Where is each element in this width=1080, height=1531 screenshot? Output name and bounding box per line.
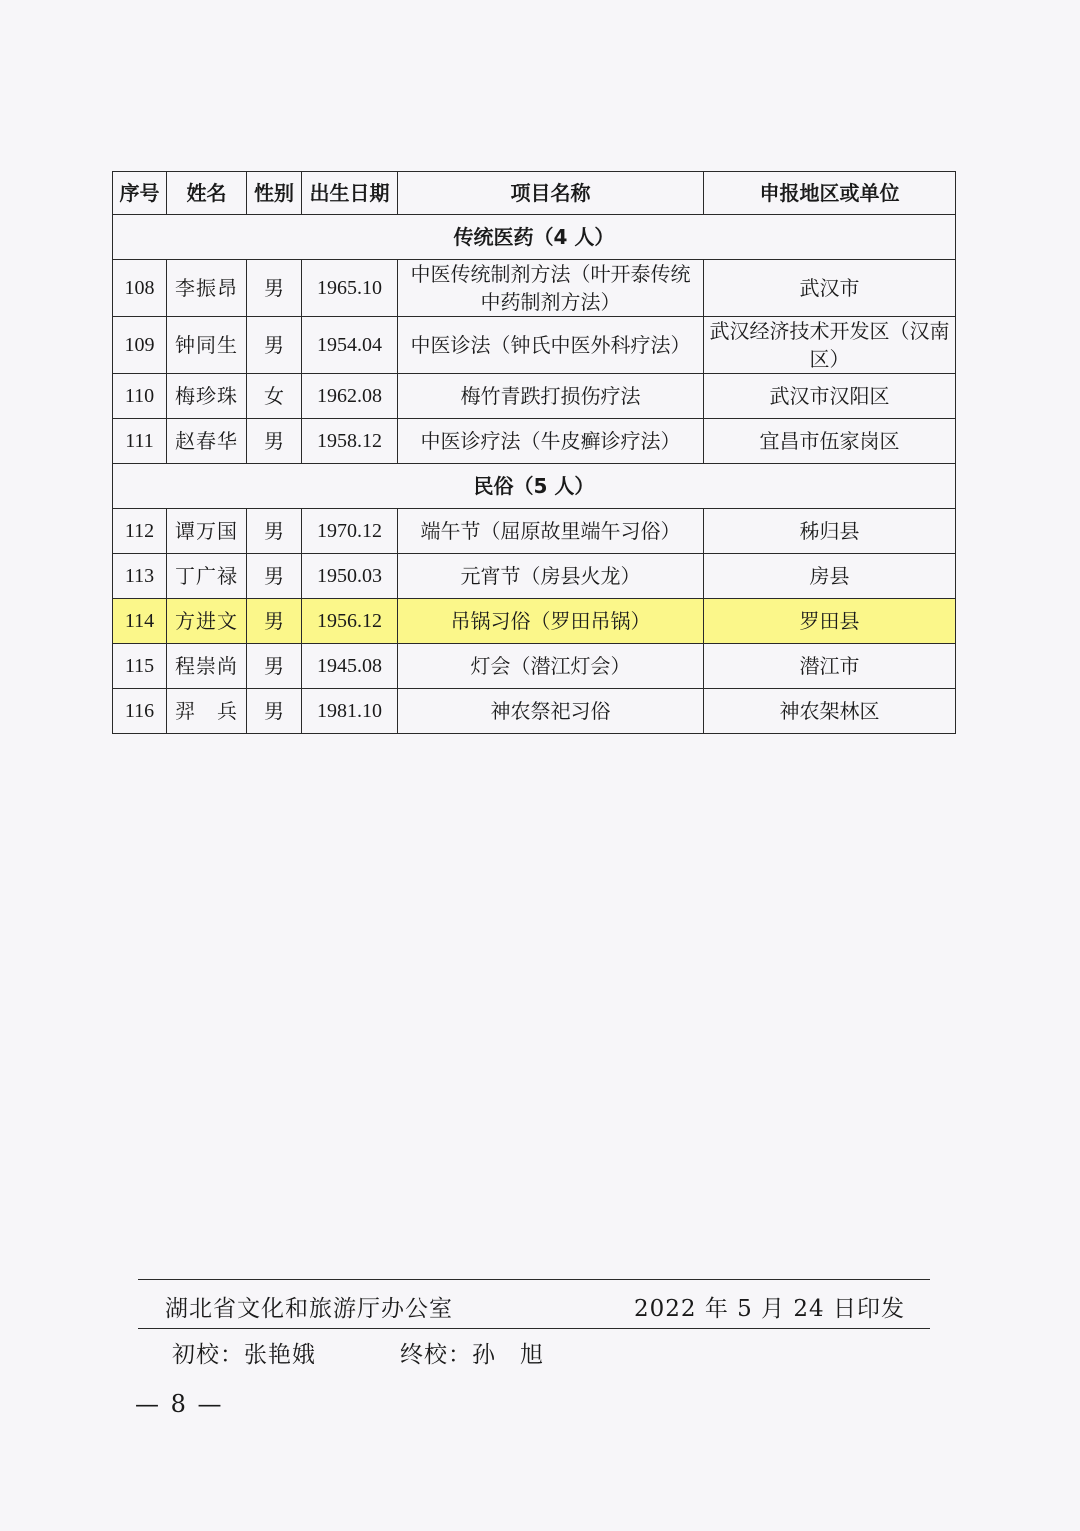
table-row [113,689,956,734]
header-gender: 性别 [247,172,302,215]
section-row-folk-customs [113,464,956,509]
table-row [113,509,956,554]
row-gender: 男 [247,599,302,644]
section-row-medicine [113,215,956,260]
row-birth: 1950.03 [302,554,398,599]
row-project: 端午节（屈原故里端午习俗） [398,509,704,554]
section-title: 民俗（5 人） [113,464,956,509]
footer-middle-rule [138,1328,930,1329]
row-name: 赵春华 [167,419,247,464]
row-no: 115 [113,644,167,689]
row-name: 李振昂 [167,260,247,317]
table-row [113,419,956,464]
row-no: 109 [113,317,167,374]
row-name: 羿 兵 [167,689,247,734]
table-row [113,374,956,419]
header-name: 姓名 [167,172,247,215]
header-region: 申报地区或单位 [704,172,956,215]
header-no: 序号 [113,172,167,215]
row-no: 116 [113,689,167,734]
header-project: 项目名称 [398,172,704,215]
row-project: 神农祭祀习俗 [398,689,704,734]
row-name: 丁广禄 [167,554,247,599]
row-region: 武汉经济技术开发区（汉南区） [704,317,956,374]
row-region: 房县 [704,554,956,599]
row-no: 111 [113,419,167,464]
row-project: 梅竹青跌打损伤疗法 [398,374,704,419]
row-project: 灯会（潜江灯会） [398,644,704,689]
row-birth: 1954.04 [302,317,398,374]
row-birth: 1981.10 [302,689,398,734]
row-gender: 男 [247,554,302,599]
row-project: 中医诊法（钟氏中医外科疗法） [398,317,704,374]
row-project: 元宵节（房县火龙） [398,554,704,599]
table-header-row [113,172,956,215]
row-gender: 男 [247,689,302,734]
row-gender: 女 [247,374,302,419]
row-name: 梅珍珠 [167,374,247,419]
footer-top-rule [138,1279,930,1280]
row-no: 108 [113,260,167,317]
row-no: 114 [113,599,167,644]
row-birth: 1956.12 [302,599,398,644]
table-row [113,260,956,317]
row-region: 神农架林区 [704,689,956,734]
row-gender: 男 [247,509,302,554]
row-name: 谭万国 [167,509,247,554]
footer-proofread-first: 初校：张艳娥 [172,1342,316,1368]
row-gender: 男 [247,419,302,464]
row-project: 中医诊疗法（牛皮癣诊疗法） [398,419,704,464]
table-row-highlighted [113,599,956,644]
row-name: 程崇尚 [167,644,247,689]
row-region: 武汉市汉阳区 [704,374,956,419]
row-name: 钟同生 [167,317,247,374]
row-birth: 1962.08 [302,374,398,419]
row-region: 潜江市 [704,644,956,689]
row-name: 方进文 [167,599,247,644]
row-birth: 1970.12 [302,509,398,554]
row-no: 112 [113,509,167,554]
row-birth: 1958.12 [302,419,398,464]
row-no: 113 [113,554,167,599]
row-project: 中医传统制剂方法（叶开泰传统中药制剂方法） [398,260,704,317]
row-gender: 男 [247,317,302,374]
inheritor-table [112,171,956,734]
page-number: — 8 — [135,1390,224,1418]
row-region: 秭归县 [704,509,956,554]
row-region: 武汉市 [704,260,956,317]
footer-proofread-final: 终校：孙 旭 [400,1342,544,1368]
row-gender: 男 [247,644,302,689]
row-region: 宜昌市伍家岗区 [704,419,956,464]
row-region: 罗田县 [704,599,956,644]
footer-issuer: 湖北省文化和旅游厅办公室 [165,1296,453,1322]
table-row [113,554,956,599]
section-title: 传统医药（4 人） [113,215,956,260]
header-birth: 出生日期 [302,172,398,215]
row-birth: 1965.10 [302,260,398,317]
row-no: 110 [113,374,167,419]
footer-issue-date: 2022 年 5 月 24 日印发 [634,1296,905,1322]
table-row [113,317,956,374]
table-row [113,644,956,689]
row-gender: 男 [247,260,302,317]
row-project: 吊锅习俗（罗田吊锅） [398,599,704,644]
row-birth: 1945.08 [302,644,398,689]
